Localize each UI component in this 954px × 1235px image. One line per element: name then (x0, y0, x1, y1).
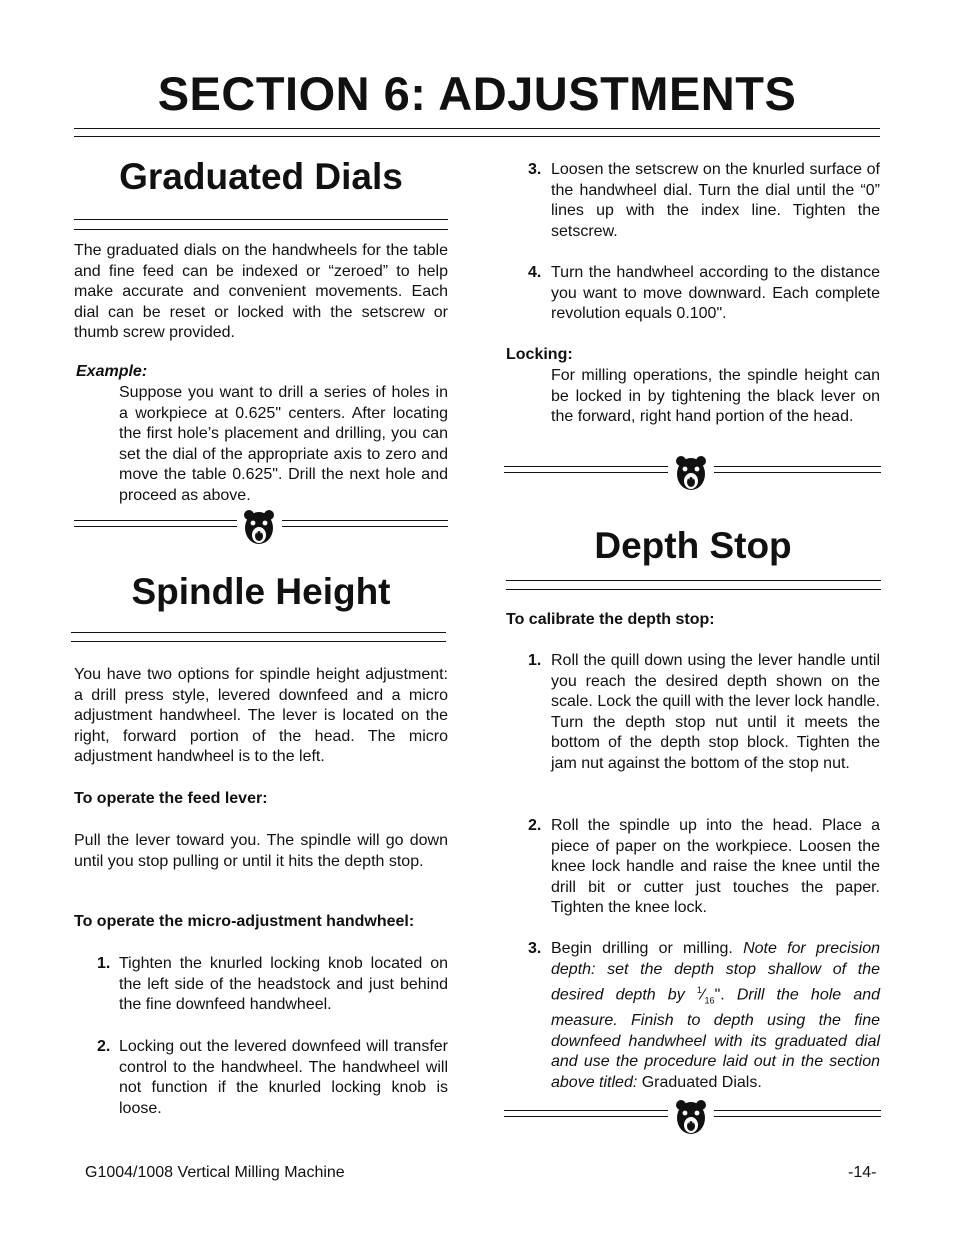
step-text: Turn the handwheel according to the distance you want to move downward. Each complete revolution equals 0.100". (551, 264, 880, 323)
step-number: 3. (528, 161, 542, 178)
step-tail: Graduated Dials. (641, 1074, 762, 1092)
list-item (97, 1037, 448, 1122)
step-text: Loosen the setscrew on the knurled surface of the handwheel dial. Turn the dial until the “0” lines up with the index line. Tighten the setscrew. (551, 161, 880, 240)
step-text: Tighten the knurled locking knob located on the left side of the headstock and just behind the fine downfeed handwheel. (119, 955, 448, 1014)
divider-line (714, 466, 881, 473)
divider-line (714, 1110, 881, 1117)
section-divider (74, 508, 448, 548)
step-number: 4. (528, 264, 542, 281)
precision-note: Note for precision depth: set the depth stop shallow of the desired depth by (551, 940, 880, 1004)
fraction-denominator: 16 (704, 995, 715, 1006)
step-text: Roll the quill down using the lever handle until you reach the desired depth shown on the scale. Lock the quill with the lever lock handle. Turn the depth stop nut until it meets the bottom of the depth stop block. Tighten the jam nut against the bottom of the stop nut. (551, 652, 880, 772)
inch-mark: ". (714, 986, 737, 1004)
divider-line (282, 520, 448, 527)
fraction-numerator: 1 (696, 985, 702, 996)
footer-title: G1004/1008 Vertical Milling Machine (85, 1164, 345, 1181)
graduated-dials-intro: The graduated dials on the handwheels for the table and fine feed can be indexed or “zeroed” to help make accurate and convenient movements. Each dial can be reset or locked with the setscrew or thumb screw provided. (74, 242, 448, 342)
list-item (97, 954, 448, 1024)
graduated-dials-rule (74, 219, 448, 230)
list-item (528, 160, 880, 245)
step-text: Locking out the levered downfeed will transfer control to the handwheel. The handwheel will not function if the knurled locking knob is loose. (119, 1038, 448, 1117)
calibrate-heading: To calibrate the depth stop: (506, 611, 715, 628)
page-number: -14- (848, 1164, 877, 1181)
step-number: 3. (528, 940, 542, 957)
depth-stop-heading: Depth Stop (594, 525, 792, 566)
example-label: Example: (76, 363, 148, 380)
list-item (528, 939, 881, 1092)
title-rule (74, 128, 880, 137)
locking-label: Locking: (506, 346, 573, 363)
page-title: SECTION 6: ADJUSTMENTS (157, 67, 797, 120)
step-text: Roll the spindle up into the head. Place a piece of paper on the workpiece. Loosen the knee lock handle and raise the knee until the drill bit or cutter just touches the paper. Tighten the knee lock. (551, 817, 880, 917)
list-item (528, 651, 880, 799)
bear-logo-icon (672, 454, 710, 494)
step-number: 1. (97, 955, 111, 972)
list-item (528, 263, 880, 328)
step-number: 1. (528, 652, 542, 669)
micro-adjust-heading: To operate the micro-adjustment handwheel: (74, 913, 415, 930)
spindle-height-heading: Spindle Height (131, 571, 391, 612)
bear-logo-icon (672, 1098, 710, 1138)
step-number: 2. (528, 817, 542, 834)
depth-stop-rule (506, 580, 881, 590)
divider-line (504, 1110, 668, 1117)
precision-note-cont: Drill the hole and measure. Finish to depth using the fine downfeed handwheel with its graduated dial and use the procedure laid out in the section above titled: (551, 986, 881, 1092)
section-divider (504, 1098, 881, 1138)
step-lead: Begin drilling or milling. (551, 940, 744, 957)
section-divider (504, 454, 881, 494)
feed-lever-text: Pull the lever toward you. The spindle will go down until you stop pulling or until it hits the depth stop. (74, 832, 448, 870)
step-text: Begin drilling or milling. Note for precision depth: set the depth stop shallow of the desired depth by $^1⁄_{16}$". Drill the hole and measure. Finish to depth using the fine downfeed handwheel with its graduated dial and use the procedure laid out in the section above titled: Graduated Dials. (551, 940, 881, 1092)
feed-lever-heading: To operate the feed lever: (74, 790, 268, 807)
example-text: Suppose you want to drill a series of holes in a workpiece at 0.625" centers. After locating the first hole’s placement and drilling, you can set the dial of the appropriate axis to zero and move the table 0.625". Drill the next hole and proceed as above. (119, 384, 448, 504)
divider-line (504, 466, 668, 473)
bear-logo-icon (240, 508, 278, 548)
locking-text: For milling operations, the spindle height can be locked in by tightening the black lever on the forward, right hand portion of the head. (551, 367, 880, 426)
spindle-height-intro: You have two options for spindle height adjustment: a drill press style, levered downfeed and a micro adjustment handwheel. The lever is located on the right, forward portion of the head. The micro adjustment handwheel is to the left. (74, 666, 448, 766)
graduated-dials-heading: Graduated Dials (119, 156, 403, 197)
list-item (528, 816, 880, 922)
divider-line (74, 520, 237, 527)
spindle-height-rule (71, 632, 446, 642)
step-number: 2. (97, 1038, 111, 1055)
